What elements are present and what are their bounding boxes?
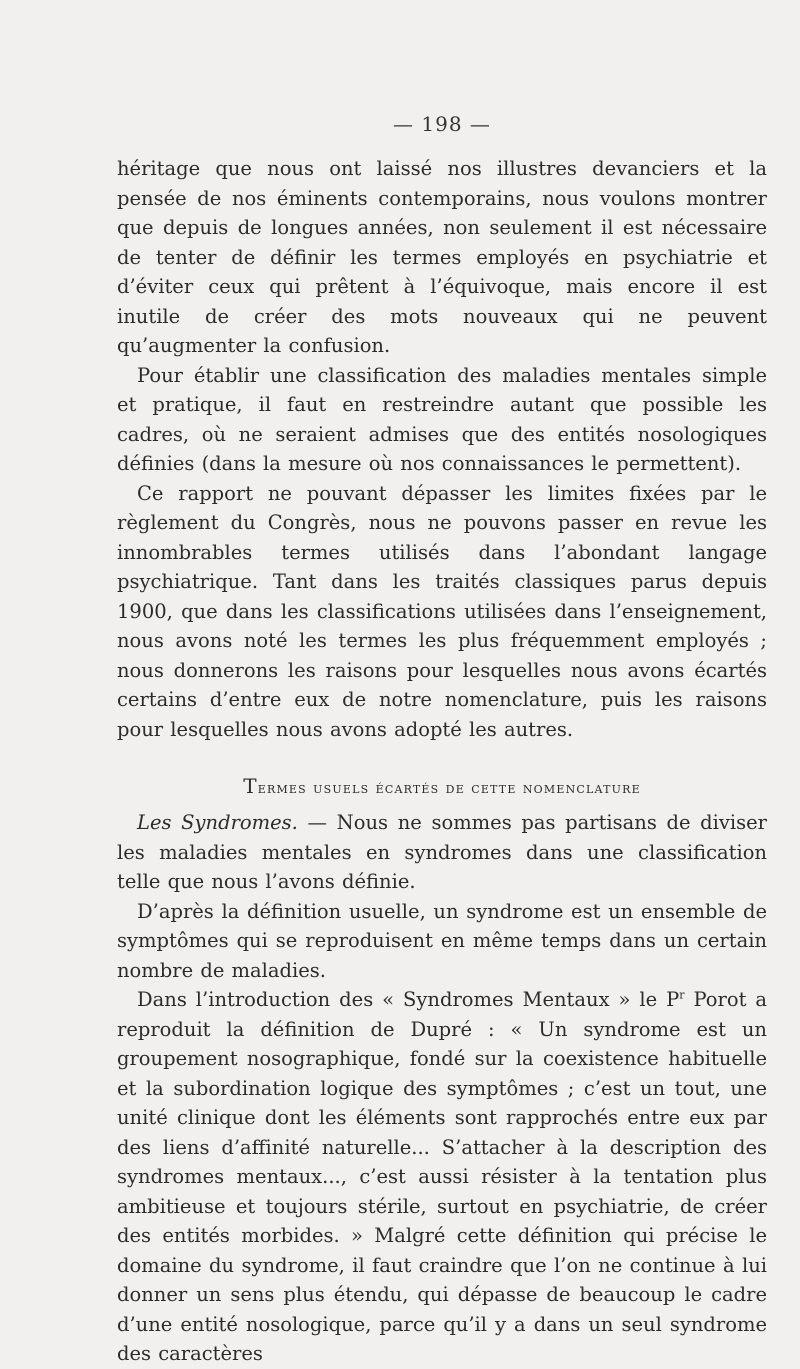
porot-text-before: Dans l’introduction des « Syndromes Mentaux » le P: [137, 988, 680, 1011]
section-heading-initial: T: [243, 774, 258, 798]
paragraph-syndromes: [117, 808, 767, 897]
paragraph-classification: Pour établir une classification des maladies mentales simple et pratique, il faut en restreindre autant que possible les cadres, où ne seraient admises que des entités nosologiques définies (dans la mesure où nos connaissances le permettent).: [117, 363, 767, 475]
syndromes-label: Les Syndromes.: [137, 811, 298, 834]
paragraph-heritage: héritage que nous ont laissé nos illustres devanciers et la pensée de nos éminents contemporains, nous voulons montrer que depuis de longues années, non seulement il est nécessaire de tenter de définir les termes employés en psychiatrie et d’éviter ceux qui prêtent à l’équivoque, mais encore il est inutile de créer des mots nouveaux qui ne peuvent qu’augmenter la confusion.: [117, 157, 767, 357]
page-body: [117, 112, 767, 1369]
paragraph-rapport: Ce rapport ne pouvant dépasser les limites fixées par le règlement du Congrès, nous ne pouvons passer en revue les innombrables termes utilisés dans l’abondant langage psychiatrique. Tant dans les traités classiques parus depuis 1900, que dans les classifications utilisées dans l’enseignement, nous avons noté les termes les plus fréquemment employés ; nous donnerons les raisons pour lesquelles nous avons écartés certains d’entre eux de notre nomenclature, puis les raisons pour lesquelles nous avons adopté les autres.: [117, 481, 767, 741]
section-heading-rest: ermes usuels écartés de cette nomenclature: [257, 778, 641, 797]
porot-text-after: Porot a reproduit la définition de Dupré : « Un syndrome est un groupement nosographique, fondé sur la coexistence habituelle et la subordination logique des symptômes ; c’est un tout, une unité clinique dont les éléments sont rapprochés entre eux par des liens d’affinité naturelle... S’attacher à la description des syndromes mentaux..., c’est aussi résister à la tentation plus ambitieuse et toujours stérile, surtout en psychiatrie, de créer des entités morbides. » Malgré cette définition qui précise le domaine du syndrome, il faut craindre que l’on ne continue à lui donner un sens plus étendu, qui dépasse de beaucoup le cadre d’une entité nosologique, parce qu’il y a dans un seul syndrome des caractères: [117, 988, 768, 1365]
page-number: — 198 —: [393, 112, 491, 136]
paragraph-definition: D’après la définition usuelle, un syndrome est un ensemble de symptômes qui se reproduisent en même temps dans un certain nombre de maladies.: [117, 899, 767, 982]
porot-superscript: r: [679, 988, 685, 1002]
section-heading: [117, 774, 767, 800]
syndromes-text: — Nous ne sommes pas partisans de diviser les maladies mentales en syndromes dans une classification telle que nous l’avons définie.: [117, 811, 767, 893]
paragraph-porot: [117, 985, 767, 1369]
